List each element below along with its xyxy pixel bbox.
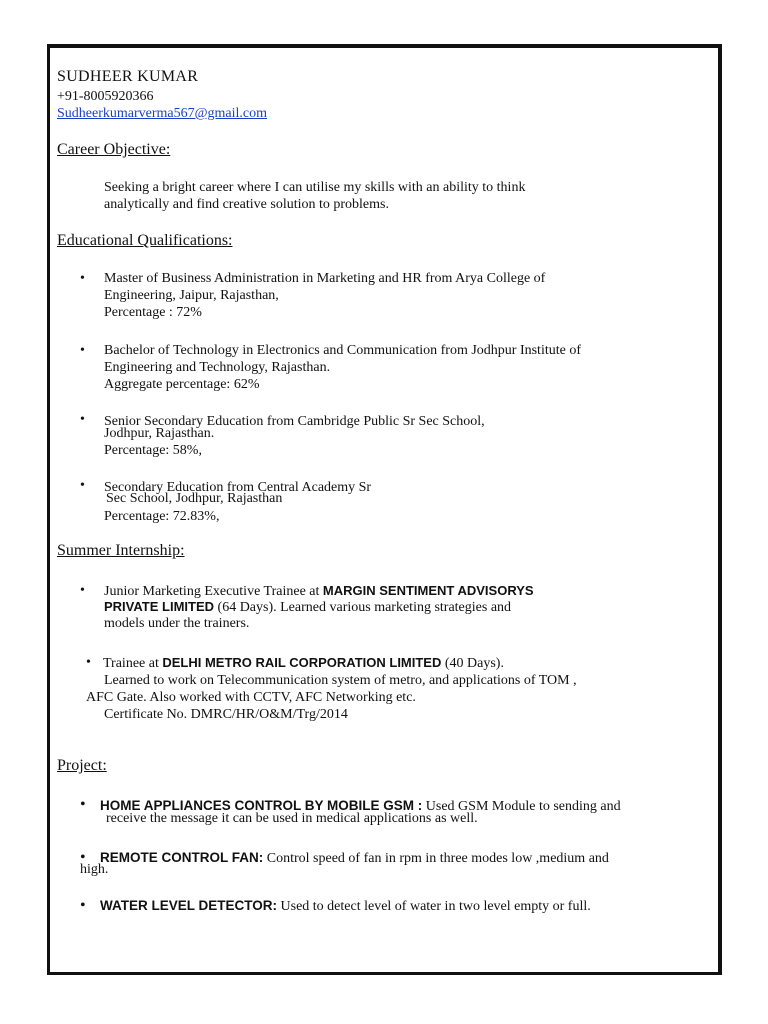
internship-2-suffix: (40 Days). <box>441 656 504 671</box>
internship-1-line-3: models under the trainers. <box>104 616 250 631</box>
internship-1-suffix: (64 Days). Learned various marketing strategies and <box>214 600 512 615</box>
education-item-1-line-3: Percentage : 72% <box>104 305 202 320</box>
internship-heading: Summer Internship: <box>57 542 185 559</box>
project-2-line-2: high. <box>80 862 109 877</box>
project-2-title: REMOTE CONTROL FAN: <box>100 850 264 865</box>
bullet-icon: • <box>80 478 85 493</box>
project-heading: Project: <box>57 757 107 774</box>
objective-line-1: Seeking a bright career where I can utilise my skills with an ability to think <box>104 180 526 195</box>
internship-2-prefix: Trainee at <box>103 656 163 671</box>
project-1-line-2: receive the message it can be used in medical applications as well. <box>106 811 478 826</box>
project-1-title: HOME APPLIANCES CONTROL BY MOBILE GSM : <box>100 798 423 813</box>
internship-1-prefix: Junior Marketing Executive Trainee at <box>104 584 323 599</box>
internship-2-line-3: AFC Gate. Also worked with CCTV, AFC Networking etc. <box>86 690 416 705</box>
education-item-4-line-2: Sec School, Jodhpur, Rajasthan <box>106 491 283 506</box>
education-item-3-line-1: Senior Secondary Education from Cambridge Public Sr Sec School, <box>104 414 485 429</box>
education-item-1-line-1: Master of Business Administration in Marketing and HR from Arya College of <box>104 271 546 286</box>
career-objective-heading: Career Objective: <box>57 141 171 158</box>
bullet-icon: • <box>80 796 86 813</box>
bullet-icon: • <box>80 412 85 427</box>
candidate-name: SUDHEER KUMAR <box>57 68 199 85</box>
education-item-2-line-1: Bachelor of Technology in Electronics and Communication from Jodhpur Institute of <box>104 343 581 358</box>
project-1-text: Used GSM Module to sending and <box>422 799 621 814</box>
bullet-icon: • <box>80 583 85 598</box>
email-link[interactable]: Sudheerkumarverma567@gmail.com <box>57 106 267 121</box>
bullet-icon: • <box>80 271 85 286</box>
education-item-4-line-1: Secondary Education from Central Academy Sr <box>104 480 372 495</box>
internship-1-line-2 <box>104 598 511 616</box>
project-2-line-1 <box>100 849 609 867</box>
bullet-icon: • <box>80 849 86 866</box>
internship-2-line-1 <box>103 654 504 672</box>
internship-2-company: DELHI METRO RAIL CORPORATION LIMITED <box>162 655 442 670</box>
bullet-icon: • <box>80 343 85 358</box>
project-3-line-1 <box>100 897 591 915</box>
phone-number: +91-8005920366 <box>57 89 154 104</box>
project-3-text: Used to detect level of water in two level empty or full. <box>277 899 591 914</box>
bullet-icon: • <box>86 655 91 670</box>
objective-line-2: analytically and find creative solution to problems. <box>104 197 389 212</box>
internship-1-company: MARGIN SENTIMENT ADVISORYS <box>322 583 534 598</box>
education-item-4-line-3: Percentage: 72.83%, <box>104 509 220 524</box>
education-item-2-line-3: Aggregate percentage: 62% <box>104 377 260 392</box>
education-item-2-line-2: Engineering and Technology, Rajasthan. <box>104 360 331 375</box>
education-heading: Educational Qualifications: <box>57 232 233 249</box>
education-item-3-line-2: Jodhpur, Rajasthan. <box>104 426 215 441</box>
project-3-title: WATER LEVEL DETECTOR: <box>100 898 278 913</box>
internship-2-line-2: Learned to work on Telecommunication system of metro, and applications of TOM , <box>104 673 577 688</box>
education-item-1-line-2: Engineering, Jaipur, Rajasthan, <box>104 288 279 303</box>
education-item-3-line-3: Percentage: 58%, <box>104 443 202 458</box>
bullet-icon: • <box>80 897 86 914</box>
internship-1-company-cont: PRIVATE LIMITED <box>104 599 215 614</box>
project-2-text: Control speed of fan in rpm in three modes low ,medium and <box>263 851 609 866</box>
internship-2-line-4: Certificate No. DMRC/HR/O&M/Trg/2014 <box>104 707 348 722</box>
